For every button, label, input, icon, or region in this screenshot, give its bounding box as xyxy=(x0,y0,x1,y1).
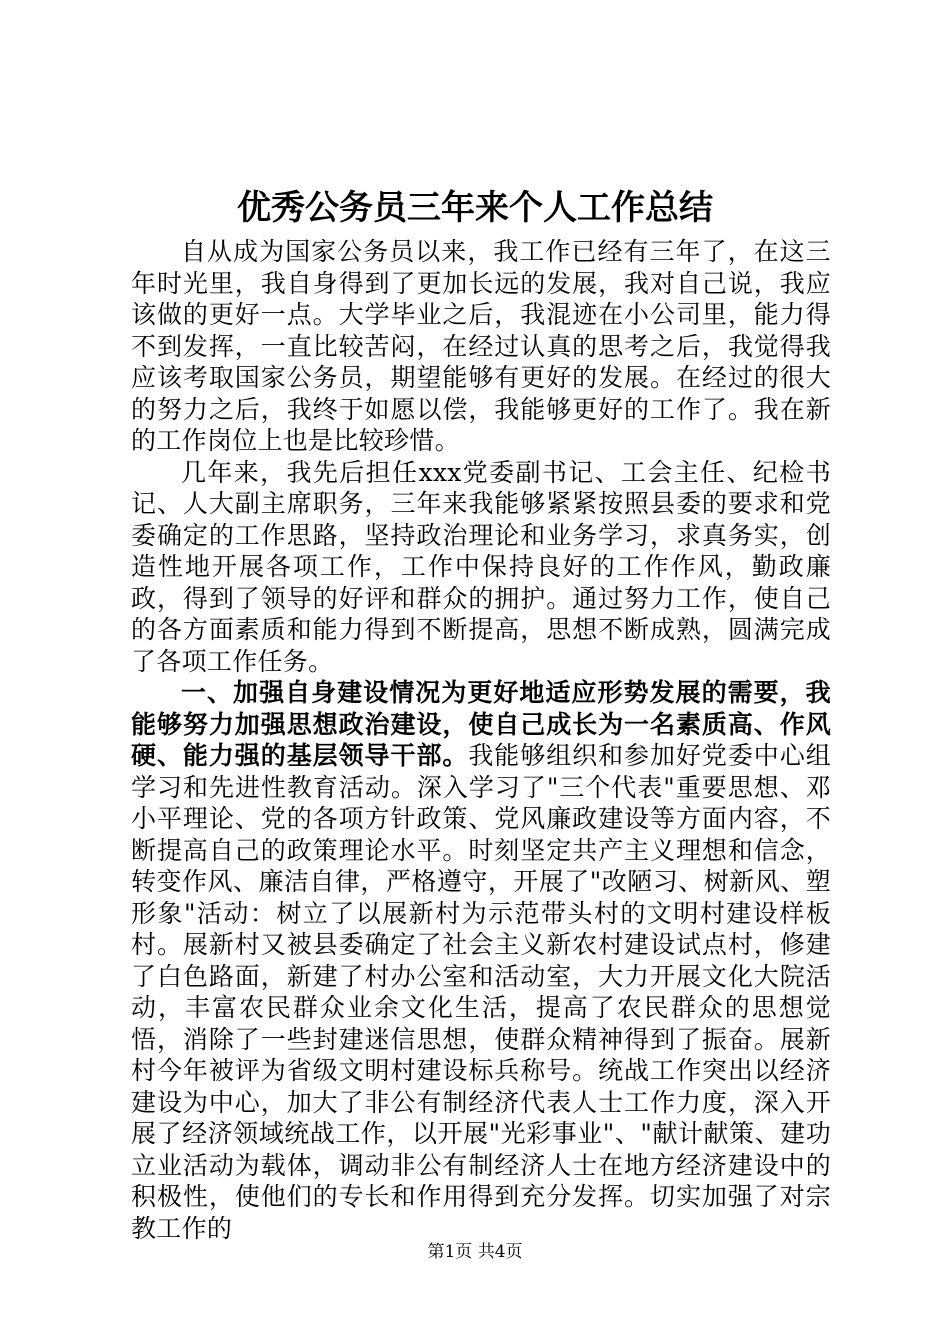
document-body xyxy=(131,236,831,1244)
section-body: 我能够组织和参加好党委中心组学习和先进性教育活动。深入学习了"三个代表"重要思想、邓小平理论、党的各项方针政策、党风廉政建设等方面内容，不断提高自己的政策理论水平。时刻坚定共产主义理想和信念，转变作风、廉洁自律，严格遵守，开展了"改陋习、树新风、塑形象"活动：树立了以展新村为示范带头村的文明村建设样板村。展新村又被县委确定了社会主义新农村建设试点村，修建了白色路面，新建了村办公室和活动室，大力开展文化大院活动，丰富农民群众业余文化生活，提高了农民群众的思想觉悟，消除了一些封建迷信思想，使群众精神得到了振奋。展新村今年被评为省级文明村建设标兵称号。统战工作突出以经济建设为中心，加大了非公有制经济代表人士工作力度，深入开展了经济领域统战工作，以开展"光彩事业"、"献计献策、建功立业活动为载体，调动非公有制经济人士在地方经济建设中的积极性，使他们的专长和作用得到充分发挥。切实加强了对宗教工作的 xyxy=(131,741,832,1243)
paragraph-self-building xyxy=(131,677,831,1244)
document-title: 优秀公务员三年来个人工作总结 xyxy=(237,188,713,228)
paragraph-positions: 几年来，我先后担任xxx党委副书记、工会主任、纪检书记、人大副主席职务，三年来我能够紧紧按照县委的要求和党委确定的工作思路，坚持政治理论和业务学习，求真务实，创造性地开展各项工作，工作中保持良好的工作作风，勤政廉政，得到了领导的好评和群众的拥护。通过努力工作，使自己的各方面素质和能力得到不断提高，思想不断成熟，圆满完成了各项工作任务。 xyxy=(131,457,831,676)
page-number-footer: 第1页 共4页 xyxy=(427,1242,523,1262)
paragraph-intro: 自从成为国家公务员以来，我工作已经有三年了，在这三年时光里，我自身得到了更加长远的发展，我对自己说，我应该做的更好一点。大学毕业之后，我混迹在小公司里，能力得不到发挥，一直比较苦闷，在经过认真的思考之后，我觉得我应该考取国家公务员，期望能够有更好的发展。在经过的很大的努力之后，我终于如愿以偿，我能够更好的工作了。我在新的工作岗位上也是比较珍惜。 xyxy=(131,237,831,455)
section-heading: 一、加强自身建设情况为更好地适应形势发展的需要，我能够努力加强思想政治建设，使自己成长为一名素质高、作风硬、能力强的基层领导干部。 xyxy=(131,678,831,770)
